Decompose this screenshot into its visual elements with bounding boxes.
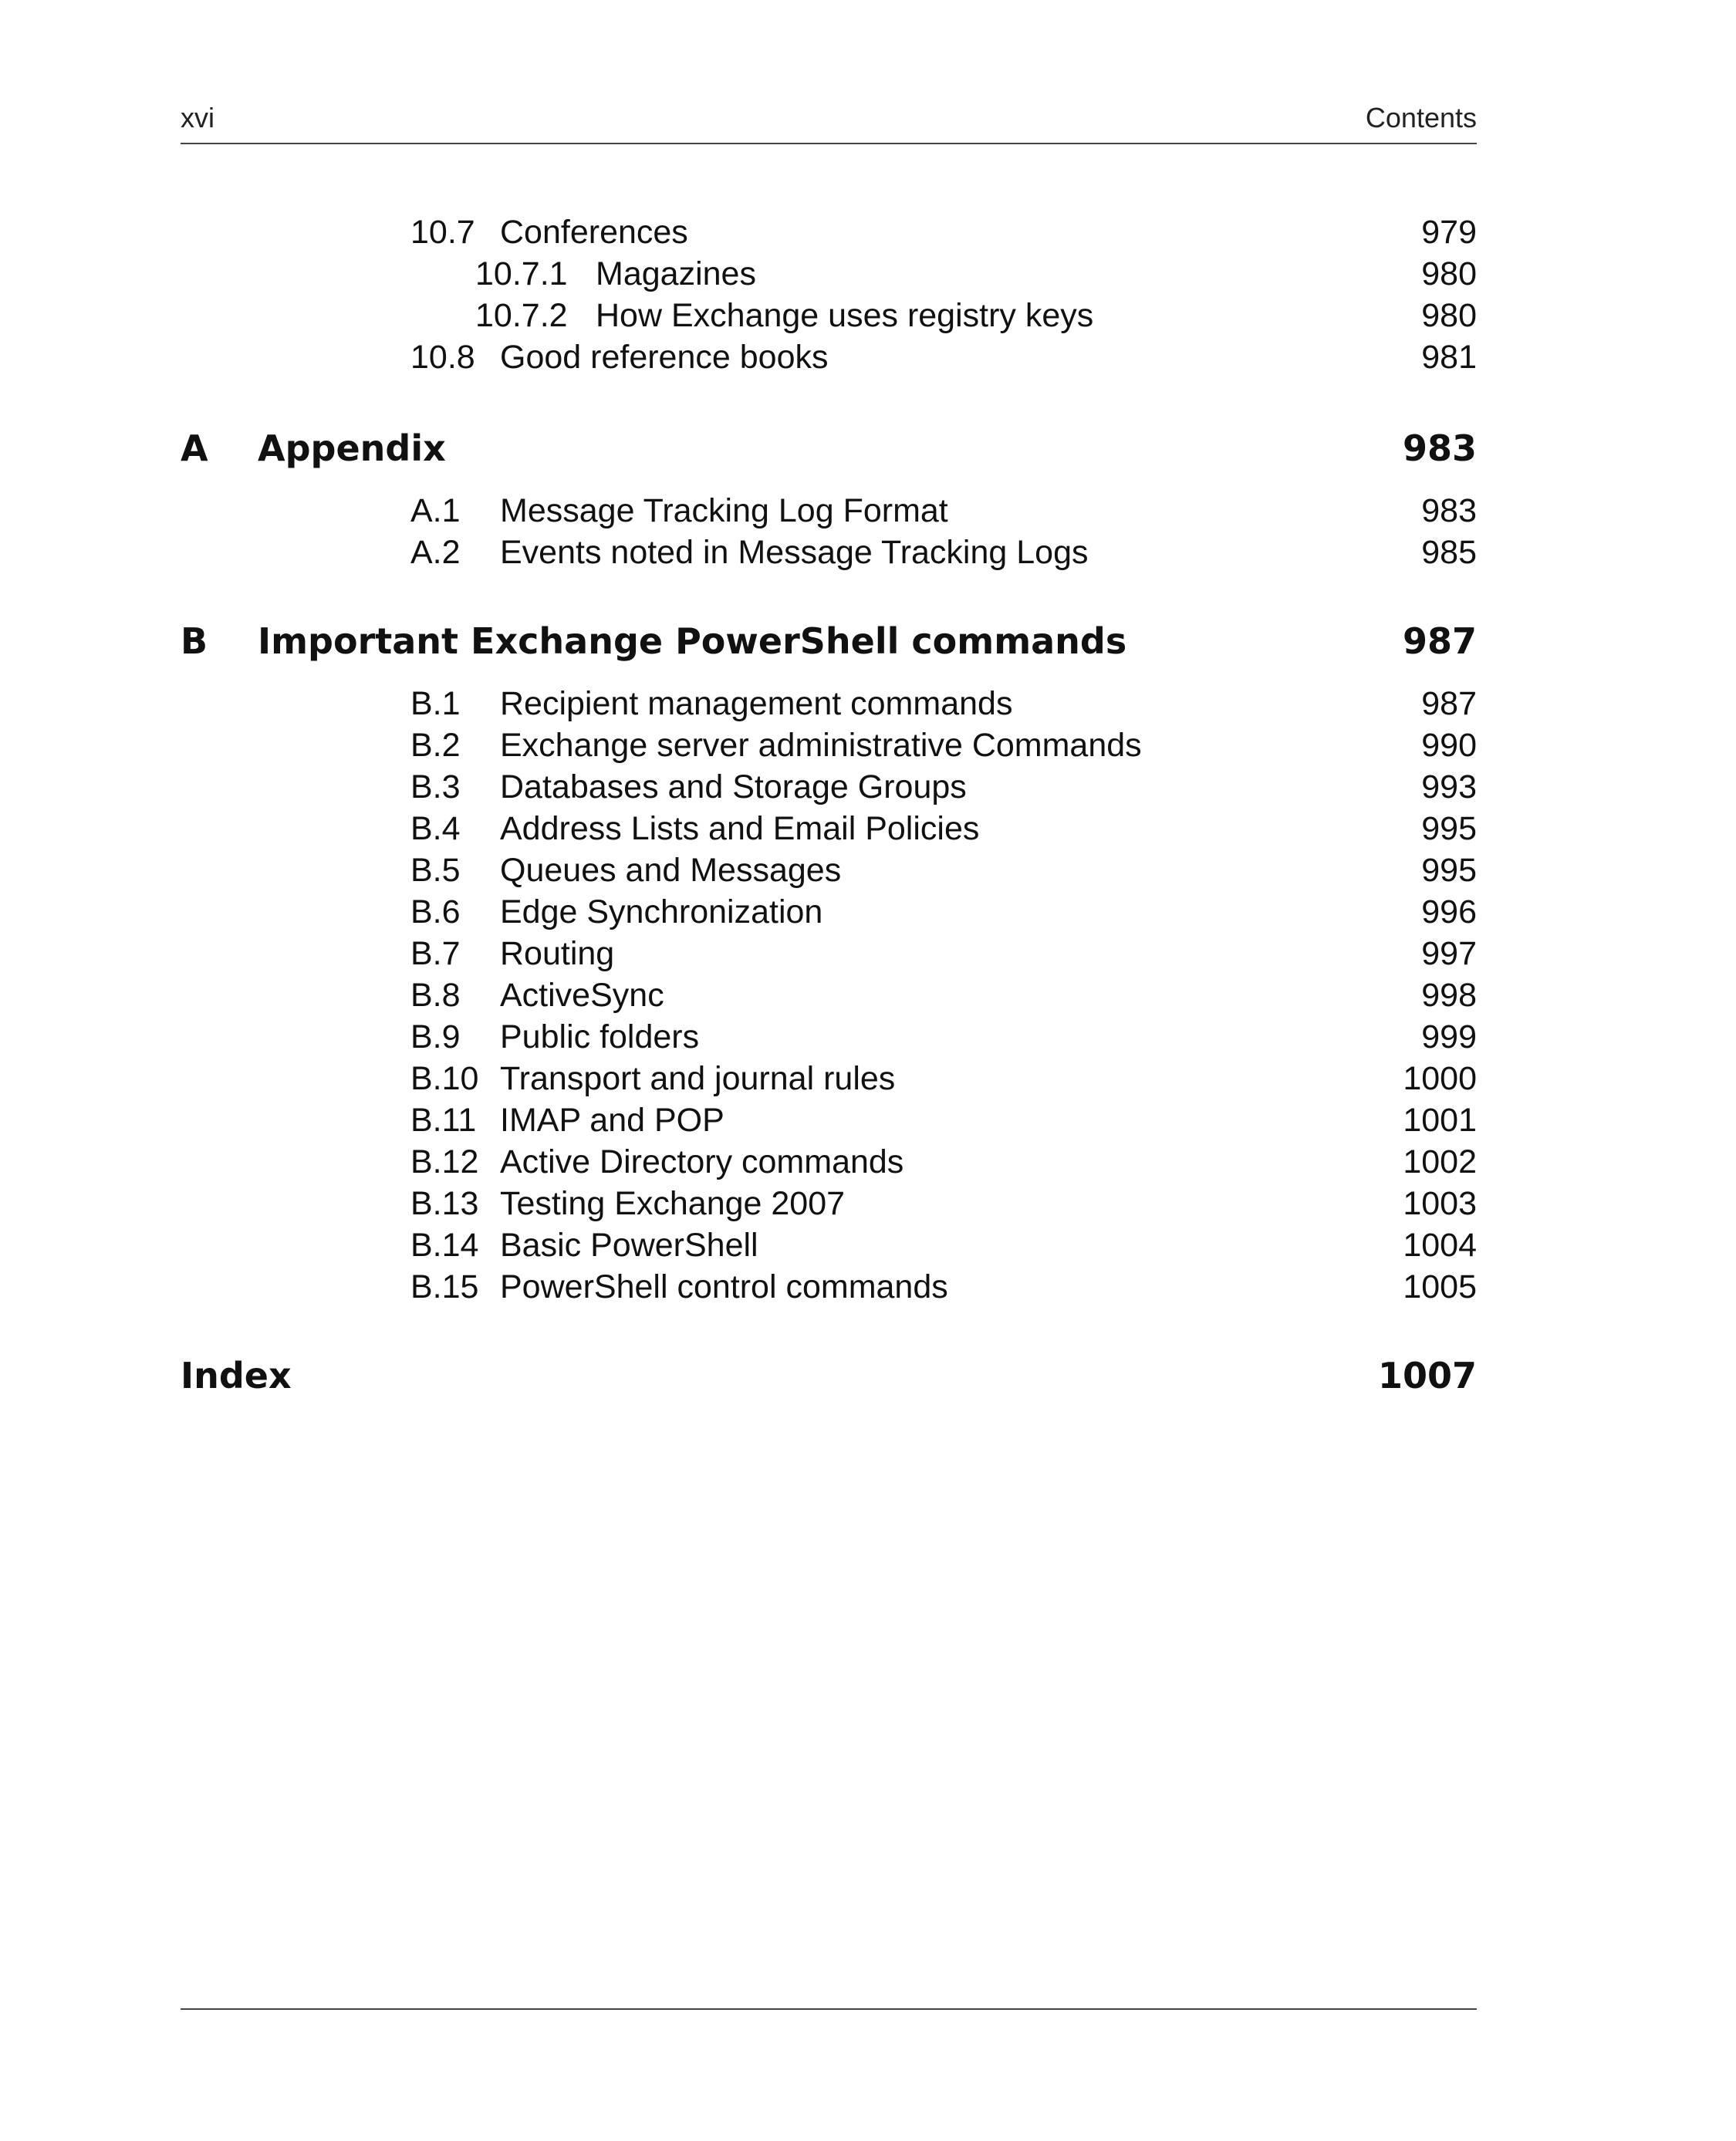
section-number: B.3 xyxy=(410,768,461,805)
header-rule xyxy=(181,143,1477,144)
toc-entry[interactable] xyxy=(181,809,1477,849)
section-title: Events noted in Message Tracking Logs xyxy=(500,534,1089,571)
page-ref: 980 xyxy=(1421,297,1477,334)
chapter-letter: A xyxy=(181,427,208,469)
page-ref: 1007 xyxy=(1377,1355,1477,1396)
page-ref: 993 xyxy=(1421,768,1477,805)
section-number: 10.7 xyxy=(410,214,475,251)
index-title: Index xyxy=(181,1355,292,1396)
toc-entry[interactable] xyxy=(181,254,1477,294)
chapter-entry-a[interactable] xyxy=(181,425,1477,471)
section-number: B.6 xyxy=(410,893,461,930)
section-title: Address Lists and Email Policies xyxy=(500,810,980,847)
footer-rule xyxy=(181,2008,1477,2010)
page-ref: 985 xyxy=(1421,534,1477,571)
toc-entry[interactable] xyxy=(181,212,1477,252)
chapter-title: Important Exchange PowerShell commands xyxy=(258,620,1127,662)
section-number: B.9 xyxy=(410,1018,461,1055)
page-ref: 999 xyxy=(1421,1018,1477,1055)
page-ref: 997 xyxy=(1421,935,1477,972)
section-number: B.7 xyxy=(410,935,461,972)
page-ref: 981 xyxy=(1421,339,1477,376)
section-title: Active Directory commands xyxy=(500,1143,904,1180)
section-number: 10.7.2 xyxy=(475,297,568,334)
page-ref: 995 xyxy=(1421,810,1477,847)
page-ref: 983 xyxy=(1421,492,1477,529)
index-entry[interactable] xyxy=(181,1352,1477,1399)
section-number: B.14 xyxy=(410,1227,479,1264)
page-ref: 1001 xyxy=(1403,1102,1477,1139)
toc-entry[interactable] xyxy=(181,850,1477,890)
page-number: xvi xyxy=(181,102,214,133)
chapter-entry-b[interactable] xyxy=(181,618,1477,664)
section-number: B.13 xyxy=(410,1185,479,1222)
toc-entry[interactable] xyxy=(181,1225,1477,1265)
section-number: 10.8 xyxy=(410,339,475,376)
section-title: IMAP and POP xyxy=(500,1102,724,1139)
section-title: Message Tracking Log Format xyxy=(500,492,948,529)
section-title: ActiveSync xyxy=(500,977,664,1014)
section-number: 10.7.1 xyxy=(475,255,568,292)
toc-entry[interactable] xyxy=(181,337,1477,377)
toc-entry[interactable] xyxy=(181,1267,1477,1307)
toc-entry[interactable] xyxy=(181,975,1477,1015)
page-ref: 1004 xyxy=(1403,1227,1477,1264)
section-title: Queues and Messages xyxy=(500,852,842,889)
toc-entry[interactable] xyxy=(181,1184,1477,1224)
page-ref: 1002 xyxy=(1403,1143,1477,1180)
section-title: Good reference books xyxy=(500,339,829,376)
page-ref: 979 xyxy=(1421,214,1477,251)
section-title: Conferences xyxy=(500,214,688,251)
toc-entry[interactable] xyxy=(181,934,1477,974)
chapter-letter: B xyxy=(181,620,208,662)
section-title: Basic PowerShell xyxy=(500,1227,758,1264)
page-ref: 1003 xyxy=(1403,1185,1477,1222)
toc-entry[interactable] xyxy=(181,532,1477,572)
section-title: Magazines xyxy=(596,255,756,292)
toc-entry[interactable] xyxy=(181,295,1477,336)
page-ref: 1000 xyxy=(1403,1060,1477,1097)
toc-entry[interactable] xyxy=(181,725,1477,765)
page-ref: 995 xyxy=(1421,852,1477,889)
page-ref: 996 xyxy=(1421,893,1477,930)
chapter-title: Appendix xyxy=(258,427,446,469)
section-number: B.11 xyxy=(410,1102,477,1139)
running-header xyxy=(181,99,1477,144)
section-number: B.5 xyxy=(410,852,461,889)
toc-entry[interactable] xyxy=(181,1142,1477,1182)
toc-entry[interactable] xyxy=(181,684,1477,724)
toc-entry[interactable] xyxy=(181,1100,1477,1140)
page-ref: 980 xyxy=(1421,255,1477,292)
section-title: Recipient management commands xyxy=(500,685,1013,722)
section-title: Databases and Storage Groups xyxy=(500,768,967,805)
toc-entry[interactable] xyxy=(181,892,1477,932)
section-number: B.15 xyxy=(410,1268,479,1305)
section-number: B.1 xyxy=(410,685,461,722)
section-number: A.2 xyxy=(410,534,461,571)
section-title: Routing xyxy=(500,935,615,972)
toc-entry[interactable] xyxy=(181,1059,1477,1099)
section-title: Exchange server administrative Commands xyxy=(500,727,1142,764)
section-title: Transport and journal rules xyxy=(500,1060,896,1097)
toc-entry[interactable] xyxy=(181,1017,1477,1057)
toc-entry[interactable] xyxy=(181,767,1477,807)
page-ref: 987 xyxy=(1402,620,1477,662)
section-title: How Exchange uses registry keys xyxy=(596,297,1094,334)
page-ref: 998 xyxy=(1421,977,1477,1014)
page-ref: 983 xyxy=(1402,427,1477,469)
section-title: Public folders xyxy=(500,1018,700,1055)
section-title: Edge Synchronization xyxy=(500,893,823,930)
section-title: Testing Exchange 2007 xyxy=(500,1185,846,1222)
running-title: Contents xyxy=(1365,102,1477,133)
section-title: PowerShell control commands xyxy=(500,1268,948,1305)
section-number: B.4 xyxy=(410,810,461,847)
section-number: B.2 xyxy=(410,727,461,764)
section-number: B.12 xyxy=(410,1143,479,1180)
page-ref: 1005 xyxy=(1403,1268,1477,1305)
section-number: B.10 xyxy=(410,1060,479,1097)
section-number: B.8 xyxy=(410,977,461,1014)
toc-entry[interactable] xyxy=(181,491,1477,531)
page-ref: 990 xyxy=(1421,727,1477,764)
page-ref: 987 xyxy=(1421,685,1477,722)
section-number: A.1 xyxy=(410,492,461,529)
